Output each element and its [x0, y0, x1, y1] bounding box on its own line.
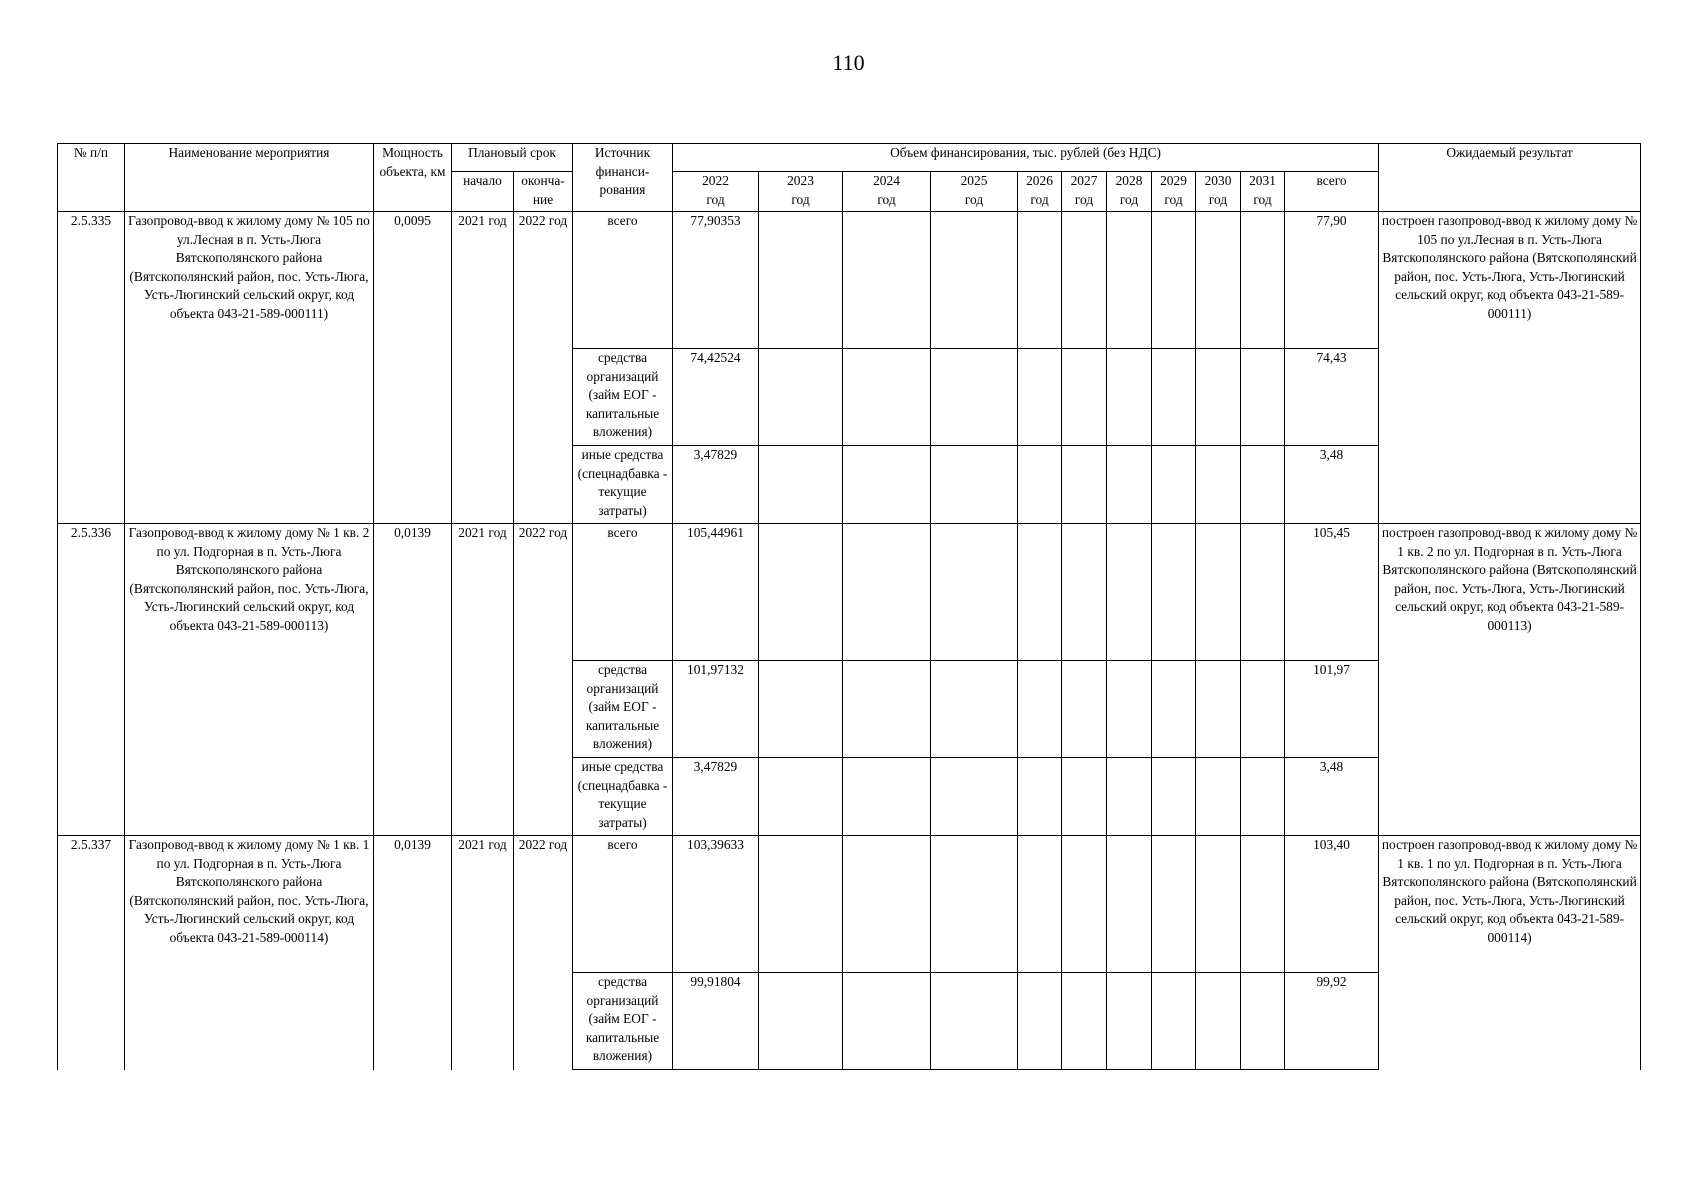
value-empty [1107, 661, 1152, 758]
header-year-2025: 2025 год [931, 172, 1018, 212]
value-total: 3,48 [1285, 446, 1379, 524]
value-empty [759, 973, 843, 1070]
value-empty [931, 973, 1018, 1070]
item-num: 2.5.337 [58, 836, 125, 1070]
item-name: Газопровод-ввод к жилому дому № 105 по ул.Лесная в п. Усть-Люга Вятскополянского района (Вятскополянский район, пос. Усть-Люга, Усть-Люгинский сельский округ, код объекта 043-21-589-000111) [125, 212, 374, 524]
value-2022: 99,91804 [673, 973, 759, 1070]
item-num: 2.5.336 [58, 524, 125, 836]
table-row [58, 212, 1641, 349]
item-result: построен газопровод-ввод к жилому дому № 1 кв. 2 по ул. Подгорная в п. Усть-Люга Вятскополянского района (Вятскополянский район, пос. Усть-Люга, Усть-Люгинский сельский округ, код объекта 043-21-589-000113) [1379, 524, 1641, 836]
value-empty [1196, 212, 1241, 349]
header-year-2028: 2028 год [1107, 172, 1152, 212]
page-number: 110 [832, 50, 865, 75]
header-year-2030: 2030 год [1196, 172, 1241, 212]
item-start: 2021 год [452, 212, 514, 524]
item-name: Газопровод-ввод к жилому дому № 1 кв. 1 по ул. Подгорная в п. Усть-Люга Вятскополянского района (Вятскополянский район, пос. Усть-Люга, Усть-Люгинский сельский округ, код объекта 043-21-589-000114) [125, 836, 374, 1070]
funding-source: средства организаций (займ ЕОГ - капитальные вложения) [573, 349, 673, 446]
table-row [58, 524, 1641, 661]
value-empty [759, 758, 843, 836]
value-empty [1107, 973, 1152, 1070]
value-total: 74,43 [1285, 349, 1379, 446]
value-empty [1107, 349, 1152, 446]
value-empty [759, 836, 843, 973]
value-empty [1107, 212, 1152, 349]
funding-source: средства организаций (займ ЕОГ - капитальные вложения) [573, 973, 673, 1070]
header-year-2026: 2026 год [1018, 172, 1062, 212]
value-empty [1241, 973, 1285, 1070]
item-num: 2.5.335 [58, 212, 125, 524]
value-empty [1018, 212, 1062, 349]
header-year-2022: 2022 год [673, 172, 759, 212]
funding-source: иные средства (спецнадбавка - текущие затраты) [573, 758, 673, 836]
value-empty [1062, 973, 1107, 1070]
item-power: 0,0139 [374, 524, 452, 836]
value-empty [931, 836, 1018, 973]
item-power: 0,0095 [374, 212, 452, 524]
value-empty [1062, 212, 1107, 349]
value-empty [1152, 661, 1196, 758]
value-empty [1018, 349, 1062, 446]
value-empty [1018, 446, 1062, 524]
header-year-2027: 2027 год [1062, 172, 1107, 212]
value-empty [1152, 524, 1196, 661]
value-empty [843, 349, 931, 446]
value-2022: 74,42524 [673, 349, 759, 446]
value-2022: 101,97132 [673, 661, 759, 758]
value-empty [1152, 349, 1196, 446]
value-empty [1152, 758, 1196, 836]
funding-source: всего [573, 524, 673, 661]
value-empty [931, 758, 1018, 836]
value-total: 3,48 [1285, 758, 1379, 836]
value-empty [1062, 446, 1107, 524]
value-empty [1107, 836, 1152, 973]
item-start: 2021 год [452, 524, 514, 836]
header-year-2023: 2023 год [759, 172, 843, 212]
value-empty [1241, 349, 1285, 446]
value-total: 103,40 [1285, 836, 1379, 973]
header-start: начало [452, 172, 514, 212]
funding-source: всего [573, 836, 673, 973]
header-end: оконча- ние [514, 172, 573, 212]
value-empty [1241, 524, 1285, 661]
value-empty [759, 446, 843, 524]
header-total: всего [1285, 172, 1379, 212]
value-empty [1241, 836, 1285, 973]
item-name: Газопровод-ввод к жилому дому № 1 кв. 2 по ул. Подгорная в п. Усть-Люга Вятскополянского района (Вятскополянский район, пос. Усть-Люга, Усть-Люгинский сельский округ, код объекта 043-21-589-000113) [125, 524, 374, 836]
value-empty [843, 836, 931, 973]
value-empty [931, 212, 1018, 349]
value-empty [1062, 661, 1107, 758]
value-empty [1018, 661, 1062, 758]
header-year-2024: 2024 год [843, 172, 931, 212]
header-year-2031: 2031 год [1241, 172, 1285, 212]
value-2022: 103,39633 [673, 836, 759, 973]
value-total: 101,97 [1285, 661, 1379, 758]
value-empty [931, 661, 1018, 758]
value-2022: 105,44961 [673, 524, 759, 661]
value-empty [1196, 758, 1241, 836]
value-empty [1107, 446, 1152, 524]
value-empty [1152, 212, 1196, 349]
value-2022: 77,90353 [673, 212, 759, 349]
value-empty [1062, 758, 1107, 836]
value-empty [1062, 349, 1107, 446]
value-empty [843, 973, 931, 1070]
value-empty [1196, 446, 1241, 524]
value-empty [931, 446, 1018, 524]
header-volume: Объем финансирования, тыс. рублей (без НДС) [673, 144, 1379, 172]
item-start: 2021 год [452, 836, 514, 1070]
item-end: 2022 год [514, 212, 573, 524]
header-term: Плановый срок [452, 144, 573, 172]
table-body [58, 212, 1641, 1070]
value-empty [1196, 836, 1241, 973]
value-total: 99,92 [1285, 973, 1379, 1070]
value-empty [1241, 446, 1285, 524]
value-empty [843, 212, 931, 349]
item-end: 2022 год [514, 524, 573, 836]
value-empty [1018, 524, 1062, 661]
value-empty [843, 758, 931, 836]
value-empty [843, 661, 931, 758]
header-power: Мощность объекта, км [374, 144, 452, 212]
value-empty [843, 446, 931, 524]
value-total: 77,90 [1285, 212, 1379, 349]
value-empty [759, 661, 843, 758]
value-empty [1196, 661, 1241, 758]
value-empty [1196, 349, 1241, 446]
header-num: № п/п [58, 144, 125, 212]
value-empty [1241, 661, 1285, 758]
value-empty [1196, 524, 1241, 661]
table-header [58, 144, 1641, 212]
value-empty [1241, 758, 1285, 836]
funding-source: всего [573, 212, 673, 349]
value-empty [1062, 524, 1107, 661]
value-empty [843, 524, 931, 661]
funding-source: средства организаций (займ ЕОГ - капитальные вложения) [573, 661, 673, 758]
header-source: Источник финанси- рования [573, 144, 673, 212]
value-2022: 3,47829 [673, 758, 759, 836]
value-empty [931, 524, 1018, 661]
funding-source: иные средства (спецнадбавка - текущие затраты) [573, 446, 673, 524]
value-empty [1152, 446, 1196, 524]
value-2022: 3,47829 [673, 446, 759, 524]
value-empty [759, 212, 843, 349]
table-row [58, 836, 1641, 973]
value-empty [1196, 973, 1241, 1070]
item-result: построен газопровод-ввод к жилому дому № 105 по ул.Лесная в п. Усть-Люга Вятскополянского района (Вятскополянский район, пос. Усть-Люга, Усть-Люгинский сельский округ, код объекта 043-21-589-000111) [1379, 212, 1641, 524]
value-empty [1062, 836, 1107, 973]
value-total: 105,45 [1285, 524, 1379, 661]
value-empty [1152, 973, 1196, 1070]
value-empty [759, 349, 843, 446]
value-empty [1152, 836, 1196, 973]
header-name: Наименование мероприятия [125, 144, 374, 212]
value-empty [1107, 524, 1152, 661]
financing-table [57, 143, 1641, 1070]
value-empty [1018, 758, 1062, 836]
item-power: 0,0139 [374, 836, 452, 1070]
value-empty [759, 524, 843, 661]
value-empty [1018, 973, 1062, 1070]
value-empty [931, 349, 1018, 446]
value-empty [1018, 836, 1062, 973]
value-empty [1107, 758, 1152, 836]
value-empty [1241, 212, 1285, 349]
header-result: Ожидаемый результат [1379, 144, 1641, 212]
header-year-2029: 2029 год [1152, 172, 1196, 212]
item-result: построен газопровод-ввод к жилому дому № 1 кв. 1 по ул. Подгорная в п. Усть-Люга Вятскополянского района (Вятскополянский район, пос. Усть-Люга, Усть-Люгинский сельский округ, код объекта 043-21-589-000114) [1379, 836, 1641, 1070]
item-end: 2022 год [514, 836, 573, 1070]
